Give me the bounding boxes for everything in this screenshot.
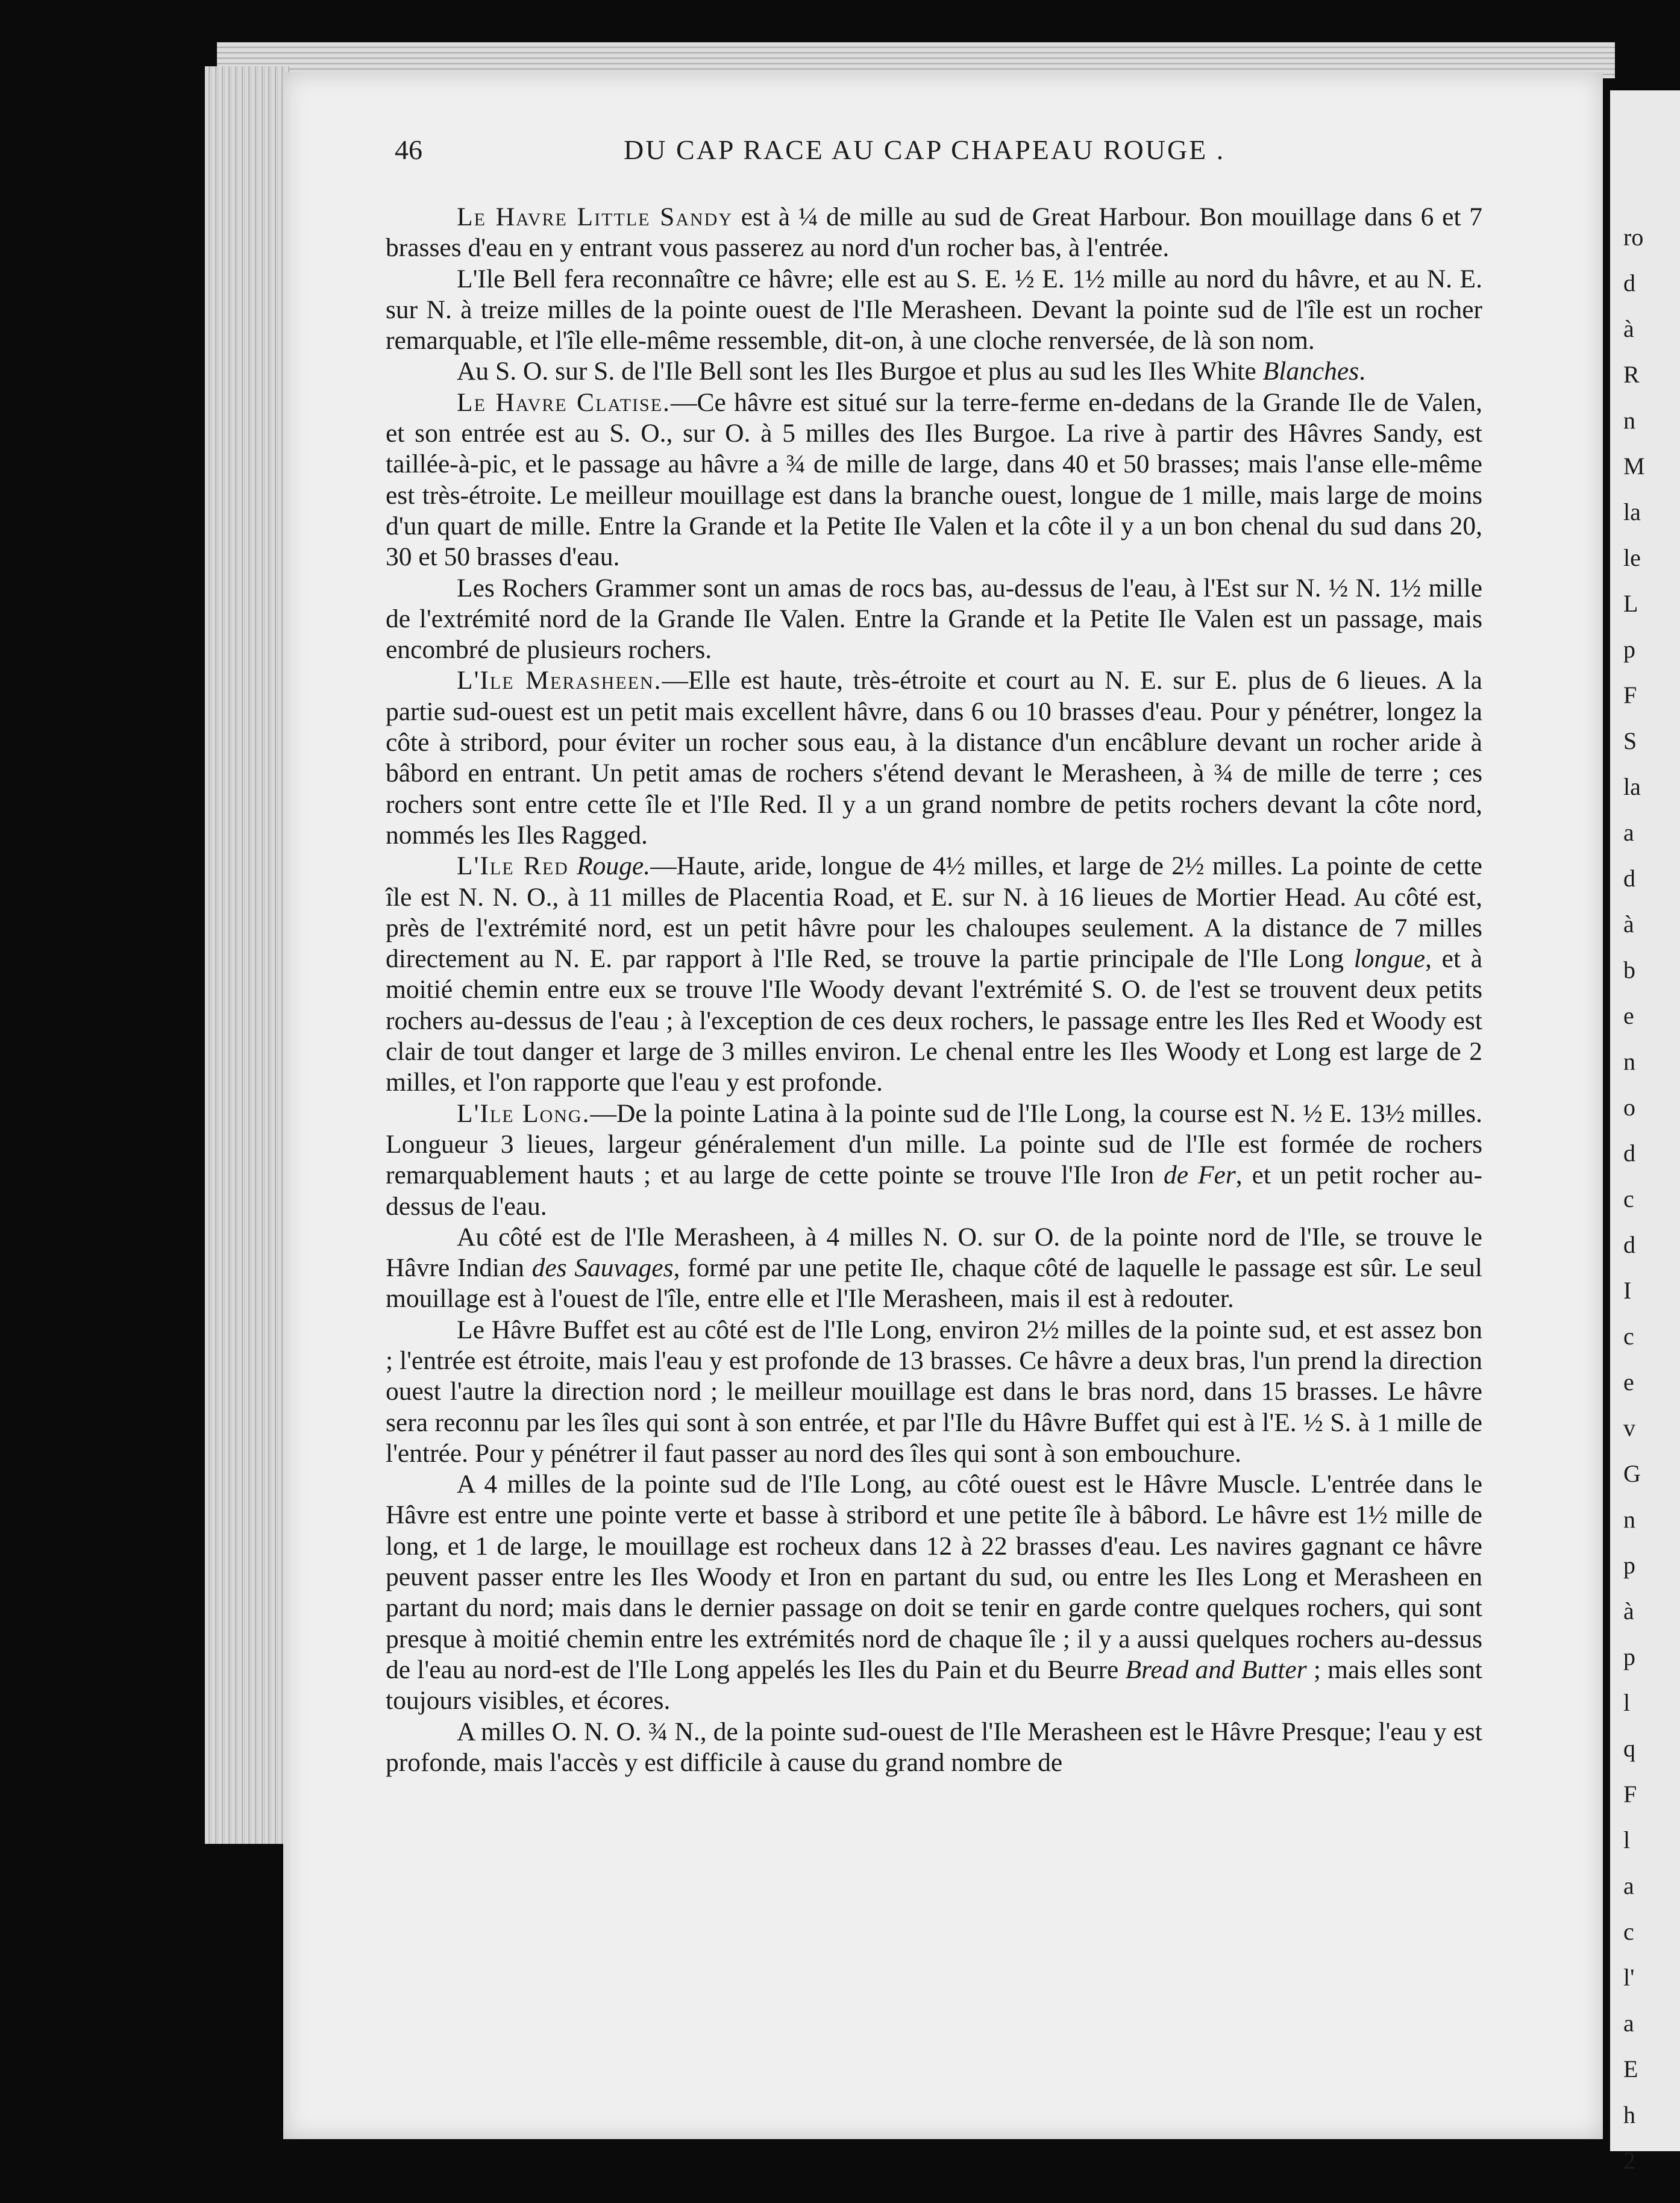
adjacent-page-letter: I: [1623, 1277, 1632, 1304]
adjacent-page-letter: q: [1623, 1735, 1635, 1762]
adjacent-page-letter: d: [1623, 1139, 1635, 1167]
paragraph: [386, 1222, 1482, 1315]
page-number: 46: [395, 134, 422, 165]
paragraph-text: —Ce hâvre est situé sur la terre-ferme en-dedans de la Grande Ile de Valen, et son entrée est au S. O., sur O. à 5 milles des Iles Burgoe. La rive à partir des Hâvres Sandy, est taillée-à-pic, et le passage au hâvre a ¾ de mille de large, dans 40 et 50 brasses; mais l'anse elle-même est très-étroite. Le meilleur mouillage est dans la branche ouest, longue de 1 mille, mais large de moins d'un quart de mille. Entre la Grande et la Petite Ile Valen et la côte il y a un bon chenal du sud dans 20, 30 et 50 brasses d'eau.: [386, 387, 1482, 572]
adjacent-page-letter: d: [1623, 269, 1635, 296]
paragraph: [386, 356, 1482, 387]
paragraph: [386, 1717, 1482, 1779]
adjacent-page-letter: la: [1623, 773, 1641, 800]
paragraph-text: —De la pointe Latina à la pointe sud de l'Ile Long, la course est N. ½ E. 13½ milles. Longueur 3 lieues, largeur généralement d'un mille. La pointe sud de l'Ile est formée de rochers remarquablement hauts ; et au large de cette pointe se trouve l'Ile Iron: [386, 1098, 1482, 1190]
paragraph: [386, 573, 1482, 666]
adjacent-page-letter: à: [1623, 1597, 1634, 1625]
adjacent-page-letter: a: [1623, 2010, 1634, 2037]
paragraph-lead: Le Havre Clatise.: [457, 387, 671, 417]
adjacent-page-letter: b: [1623, 956, 1635, 983]
adjacent-page-letter: d: [1623, 865, 1635, 892]
adjacent-page-letter: M: [1623, 453, 1645, 480]
adjacent-page-letter: à: [1623, 315, 1634, 342]
paragraph-text: A 4 milles de la pointe sud de l'Ile Long, au côté ouest est le Hâvre Muscle. L'entrée dans le Hâvre est entre une pointe verte et basse à stribord et une petite île à bâbord. Le hâvre est 1½ mille de long, et 1 de large, le mouillage est rocheux dans 12 à 22 brasses d'eau. Les navires gagnant ce hâvre peuvent passer entre les Iles Woody et Iron en partant du sud, ou entre les Iles Long et Merasheen en partant du nord; mais dans le dernier passage on doit se tenir en garde contre quelques rochers, qui sont presque à moitié chemin entre les extrémités nord de chaque île ; il y a aussi quelques rochers au-dessus de l'eau au nord-est de l'Ile Long appelés les Iles du Pain et du Beurre: [386, 1470, 1482, 1684]
adjacent-page-letter: e: [1623, 1368, 1634, 1396]
adjacent-page-letter: l: [1623, 1826, 1631, 1854]
paragraph: [386, 264, 1482, 357]
paragraph: [386, 1469, 1482, 1716]
paragraph-lead: Le Havre Little Sandy: [457, 202, 733, 231]
paragraph-lead: L'Ile Merasheen.: [457, 666, 662, 695]
paragraph-mid-it: Bread and Butter: [1125, 1655, 1307, 1684]
paragraph-text: Les Rochers Grammer sont un amas de rocs bas, au-dessus de l'eau, à l'Est sur N. ½ N. 1½ mille de l'extrémité nord de la Grande Ile Valen. Entre la Grande et la Petite Ile Valen est un passage, mais encombré de plusieurs rochers.: [386, 573, 1482, 665]
adjacent-page-letter: l: [1623, 1689, 1631, 1716]
paragraph-lead: L'Ile Long.: [457, 1098, 591, 1128]
adjacent-page-letter: 2: [1623, 2147, 1635, 2174]
adjacent-page-letter: c: [1623, 1918, 1634, 1945]
adjacent-page-letter: p: [1623, 1643, 1635, 1670]
adjacent-page-letter: h: [1623, 2101, 1635, 2128]
adjacent-page-letter: ro: [1623, 224, 1644, 251]
paragraph-lead-it: Rouge.: [568, 851, 651, 881]
paragraph-text: est à ¼ de mille au sud de Great Harbour. Bon mouillage dans 6 et 7 brasses d'eau en y entrant vous passerez au nord d'un rocher bas, à l'entrée.: [386, 202, 1483, 263]
adjacent-page-letter: E: [1623, 2055, 1638, 2082]
adjacent-page-letter: à: [1623, 910, 1634, 938]
paragraph: [386, 851, 1482, 1098]
adjacent-page-letter: c: [1623, 1323, 1634, 1350]
paragraph-text2: ; mais elles sont toujours visibles, et écores.: [386, 1655, 1482, 1716]
adjacent-page-letter: p: [1623, 1552, 1635, 1579]
adjacent-page-letter: n: [1623, 407, 1635, 434]
adjacent-page-letter: c: [1623, 1185, 1634, 1212]
adjacent-page-letter: o: [1623, 1094, 1635, 1121]
paragraph: [386, 1315, 1482, 1469]
adjacent-page-letter: a: [1623, 1872, 1634, 1899]
paragraph-text2: , formé par une petite Ile, chaque côté de laquelle le passage est sûr. Le seul mouillage est à l'ouest de l'île, entre elle et l'Ile Merasheen, mais il est à redouter.: [386, 1253, 1482, 1314]
paragraph-mid-it: longue: [1353, 944, 1426, 974]
paragraph-text: A milles O. N. O. ¾ N., de la pointe sud-ouest de l'Ile Merasheen est le Hâvre Presque; l'eau y est profonde, mais l'accès y est difficile à cause du grand nombre de: [386, 1717, 1482, 1777]
adjacent-page-letter: S: [1623, 727, 1637, 754]
adjacent-page-letter: v: [1623, 1414, 1635, 1441]
adjacent-page-letter: l': [1623, 1964, 1635, 1991]
paragraph-mid-it: des Sauvages: [531, 1253, 674, 1283]
running-header: [395, 134, 1329, 176]
paragraph-text: Au côté est de l'Ile Merasheen, à 4 milles N. O. sur O. de la pointe nord de l'Ile, se trouve le Hâvre Indian: [386, 1222, 1482, 1283]
adjacent-page-letter: le: [1623, 544, 1641, 571]
adjacent-page-letter: e: [1623, 1002, 1634, 1029]
paragraph-text: —Haute, aride, longue de 4½ milles, et large de 2½ milles. La pointe de cette île est N. N. O., à 11 milles de Placentia Road, et E. sur N. à 16 lieues de Mortier Head. Au côté est, près de l'extrémité nord, est un petit hâvre pour les chaloupes seulement. A la distance de 7 milles directement au N. E. par rapport à l'Ile Red, se trouve la partie principale de l'Ile Long: [386, 851, 1482, 974]
paragraph-text2: , et un petit rocher au-dessus de l'eau.: [386, 1161, 1482, 1221]
adjacent-page-letter: n: [1623, 1048, 1635, 1075]
paragraph-lead: L'Ile Red: [457, 851, 569, 881]
adjacent-page-letter: n: [1623, 1506, 1635, 1533]
paragraph-mid-it: de Fer: [1164, 1161, 1236, 1190]
adjacent-page-fragment: [1610, 90, 1680, 2174]
running-title: DU CAP RACE AU CAP CHAPEAU ROUGE .: [624, 134, 1226, 165]
adjacent-page-letter: la: [1623, 498, 1641, 525]
page-stack-left-edge: [205, 66, 289, 1844]
paragraph-text: L'Ile Bell fera reconnaître ce hâvre; elle est au S. E. ½ E. 1½ mille au nord du hâvre, et au N. E. sur N. à treize milles de la pointe ouest de l'Ile Merasheen. Devant la pointe sud de l'île est un rocher remarquable, et l'île elle-même ressemble, dit-on, à une cloche renversée, de là son nom.: [386, 264, 1482, 356]
paragraph-text: —Elle est haute, très-étroite et court au N. E. sur E. plus de 6 lieues. A la partie sud-ouest est un petit mais excellent hâvre, dans 6 ou 10 brasses d'eau. Pour y pénétrer, longez la côte à stribord, pour éviter un rocher sous eau, à la distance d'un encâblure devant un rocher aride à bâbord en entrant. Un petit amas de rochers s'étend devant le Merasheen, à ¾ de mille de terre ; ces rochers sont entre cette île et l'Ile Red. Il y a un grand nombre de petits rochers devant la côte nord, nommés les Iles Ragged.: [386, 666, 1482, 850]
adjacent-page-letter: d: [1623, 1231, 1635, 1258]
paragraph: [386, 1098, 1482, 1222]
body-text: [386, 202, 1482, 1778]
adjacent-page-letter: R: [1623, 361, 1640, 388]
adjacent-page-letter: F: [1623, 1781, 1637, 1808]
paragraph: [386, 665, 1482, 851]
paragraph-tail: .: [1359, 357, 1365, 386]
adjacent-page-letter: p: [1623, 636, 1635, 663]
paragraph-text: Le Hâvre Buffet est au côté est de l'Ile Long, environ 2½ milles de la pointe sud, et est assez bon ; l'entrée est étroite, mais l'eau y est profonde de 13 brasses. Ce hâvre a deux bras, l'un prend la direction ouest l'autre la direction nord ; le meilleur mouillage est dans le bras nord, dans 15 brasses. Le hâvre sera reconnu par les îles qui sont à son entrée, et par l'Ile du Hâvre Buffet qui est à l'E. ½ S. à 1 mille de l'entrée. Pour y pénétrer il faut passer au nord des îles qui sont à son embouchure.: [386, 1315, 1482, 1468]
adjacent-page-letter: G: [1623, 1460, 1641, 1487]
paragraph: [386, 202, 1482, 264]
adjacent-page-letter: L: [1623, 590, 1638, 617]
paragraph-tail-it: Blanches: [1262, 357, 1359, 386]
paragraph-text2: , et à moitié chemin entre eux se trouve l'Ile Woody devant l'extrémité S. O. de l'est se trouvent deux petits rochers au-dessus de l'eau ; à l'exception de ces deux rochers, le passage entre les Iles Red et Woody est clair de tout danger et large de 3 milles environ. Le chenal entre les Iles Woody et Long est large de 2 milles, et l'on rapporte que l'eau y est profonde.: [386, 944, 1482, 1097]
paragraph: [386, 387, 1482, 573]
adjacent-page-letter: F: [1623, 682, 1637, 709]
paragraph-text: Au S. O. sur S. de l'Ile Bell sont les Iles Burgoe et plus au sud les Iles White: [457, 357, 1263, 386]
adjacent-page-letter: a: [1623, 819, 1634, 846]
